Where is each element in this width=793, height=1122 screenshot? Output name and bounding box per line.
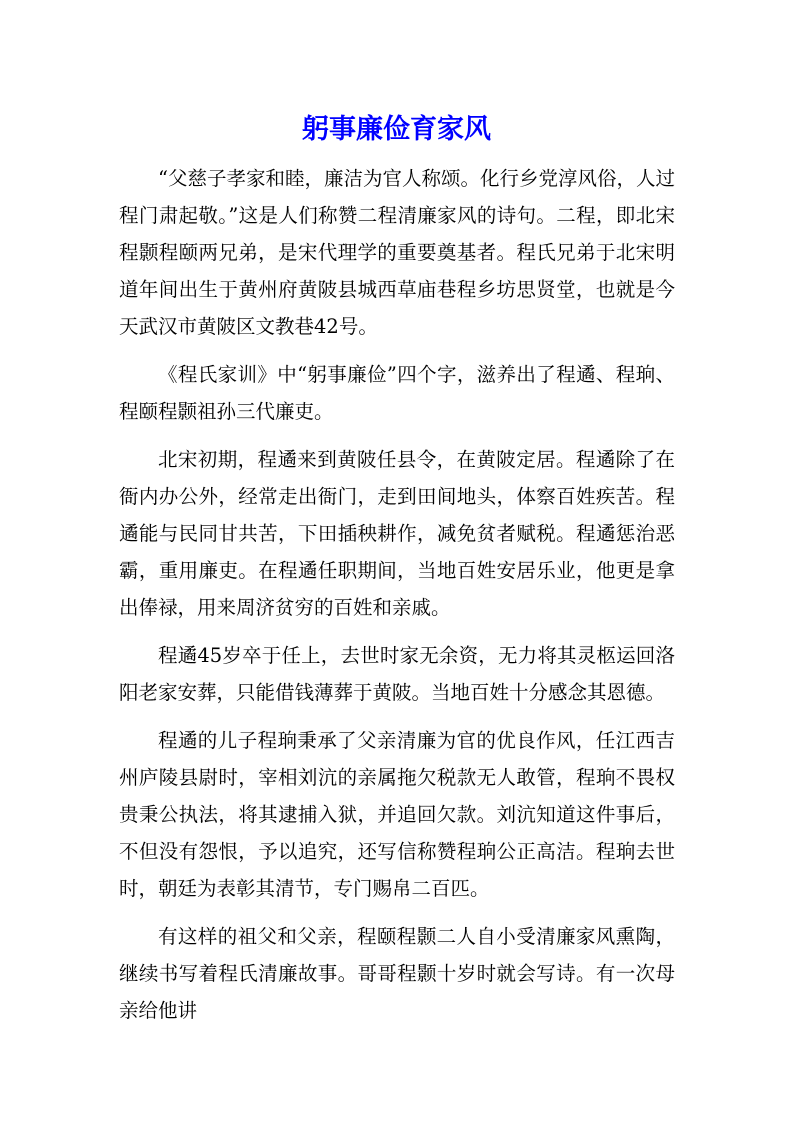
paragraph: 北宋初期，程遹来到黄陂任县令，在黄陂定居。程遹除了在衙内办公外，经常走出衙门，走到田间地头，体察百姓疾苦。程遹能与民同甘共苦，下田插秧耕作，减免贫者赋税。程遹惩治恶霸，重用廉吏。在程遹任职期间，当地百姓安居乐业，他更是拿出俸禄，用来周济贫穷的百姓和亲戚。 (119, 448, 675, 619)
document-title: 躬事廉俭育家风 (302, 114, 491, 145)
paragraph: 程遹的儿子程珦秉承了父亲清廉为官的优良作风，任江西吉州庐陵县尉时，宰相刘沆的亲属拖欠税款无人敢管，程珦不畏权贵秉公执法，将其逮捕入狱，并追回欠款。刘沆知道这件事后，不但没有怨恨，予以追究，还写信称赞程珦公正高洁。程珦去世时，朝廷为表彰其清节，专门赐帛二百匹。 (119, 729, 675, 900)
paragraph: 程遹45岁卒于任上，去世时家无余资，无力将其灵柩运回洛阳老家安葬，只能借钱薄葬于黄陂。当地百姓十分感念其恩德。 (119, 644, 675, 704)
paragraph: 有这样的祖父和父亲，程颐程颢二人自小受清廉家风熏陶，继续书写着程氏清廉故事。哥哥程颢十岁时就会写诗。有一次母亲给他讲 (119, 925, 675, 1022)
paragraph: 《程氏家训》中“躬事廉俭”四个字，滋养出了程遹、程珦、程颐程颢祖孙三代廉吏。 (119, 363, 675, 423)
document-body (119, 160, 675, 1040)
paragraph: “父慈子孝家和睦，廉洁为官人称颂。化行乡党淳风俗，人过程门肃起敬。”这是人们称赞二程清廉家风的诗句。二程，即北宋程颢程颐两兄弟，是宋代理学的重要奠基者。程氏兄弟于北宋明道年间出生于黄州府黄陂县城西草庙巷程乡坊思贤堂，也就是今天武汉市黄陂区文教巷42号。 (119, 167, 675, 338)
